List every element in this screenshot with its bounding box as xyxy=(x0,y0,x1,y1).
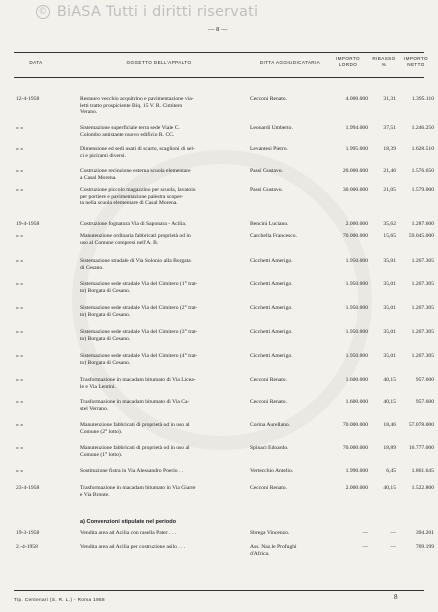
cell-ditta xyxy=(250,485,330,492)
cell-ribasso: 35,01 xyxy=(383,329,396,335)
cell-oggetto xyxy=(80,422,238,435)
text-line: d'Africa. xyxy=(250,550,270,557)
text-line: Cecconi Renato. xyxy=(250,485,287,491)
cell-oggetto xyxy=(80,305,238,318)
cell-ribasso: 40,15 xyxy=(383,485,396,491)
cell-ribasso: 15,65 xyxy=(383,233,396,239)
cell-importo-lordo: 30.000.000 xyxy=(342,187,368,193)
text-line: per portiere e pavimentazione palestra scoper- xyxy=(80,193,184,200)
text-line: Sistemazione sede stradale Via del Cimitero (1° trat- xyxy=(80,281,198,287)
cell-oggetto xyxy=(80,399,238,412)
text-line: Verano. xyxy=(80,109,98,116)
text-line: Sostituzione fistra in Via Alessandro Poerio . . xyxy=(80,468,184,474)
text-line: Cicchetti Amerigo. xyxy=(250,329,293,335)
cell-importo-netto: 1.579.000 xyxy=(411,187,434,193)
header-bottom-rule xyxy=(14,77,424,78)
cell-oggetto xyxy=(80,187,238,207)
text-line: Passi Gustavo. xyxy=(250,187,283,193)
text-line: Colombo antistante nuovo edificio R. CC. xyxy=(80,131,175,138)
header-data: DATA xyxy=(29,60,43,65)
header-importo-line1: IMPORTO xyxy=(335,56,361,61)
cell-ditta xyxy=(250,422,330,429)
cell-ribasso: — xyxy=(390,544,396,550)
cell-oggetto xyxy=(80,125,238,138)
text-line: Costruzione piccolo magazzino per scuola, lavatoio xyxy=(80,187,196,193)
cell-date: » » xyxy=(16,329,23,335)
cell-date: » » xyxy=(16,233,23,239)
watermark-text: BiASA Tutti i diritti riservati xyxy=(56,4,259,20)
cell-importo-netto: 1.246.250 xyxy=(411,125,434,131)
cell-importo-lordo: 20.000.000 xyxy=(342,168,368,174)
text-line: Passi Gustavo. xyxy=(250,168,283,174)
text-line: e Via Bronte. xyxy=(80,491,110,498)
text-line: Comune (2° lotto). xyxy=(80,428,123,435)
cell-date: » » xyxy=(16,422,23,428)
text-line: Restauro vecchio acquitrino e pavimentazione via- xyxy=(80,96,194,102)
cell-oggetto xyxy=(80,530,238,537)
cell-date: » » xyxy=(16,353,23,359)
cell-ribasso: 31,31 xyxy=(383,96,396,102)
text-line: Sistemazione sede stradale Via del Cimitero (3° trat- xyxy=(80,329,198,335)
header-ribasso-line2: % xyxy=(381,62,387,67)
text-line: ta nella scuola elementare di Casal Morena. xyxy=(80,200,178,207)
text-line: Comune (1° lotto). xyxy=(80,451,123,458)
cell-ribasso: 35,62 xyxy=(383,221,396,227)
header-top-rule xyxy=(14,52,424,53)
cell-oggetto xyxy=(80,281,238,294)
text-line: letti tratto prospiciente Biq. 15 V. R. Cimitero xyxy=(80,102,183,109)
cell-ditta xyxy=(250,468,330,475)
header-ribasso xyxy=(372,56,396,68)
cell-oggetto xyxy=(80,468,238,475)
cell-ditta xyxy=(250,258,330,265)
cell-ditta xyxy=(250,377,330,384)
text-line: Sistemazione sede stradale Via del Cimitero (4° trat- xyxy=(80,353,198,359)
cell-ribasso: 18,89 xyxy=(383,445,396,451)
cell-date: » » xyxy=(16,281,23,287)
text-line: Ass. Naz.le Profughi xyxy=(250,544,297,550)
text-line: Cecconi Renato. xyxy=(250,96,287,102)
cell-importo-netto: 1.267.305 xyxy=(411,258,434,264)
cell-ribasso: 21,46 xyxy=(383,168,396,174)
text-line: Costruzione recinzione esterna scuola elementare xyxy=(80,168,191,174)
cell-oggetto xyxy=(80,146,238,159)
printer-footer: Tip. Centenari (S. R. L.) - Roma 1958 xyxy=(14,597,105,602)
footer-rule xyxy=(14,590,424,591)
text-line: Cicchetti Amerigo. xyxy=(250,305,293,311)
cell-ditta xyxy=(250,187,330,194)
page-number: — 8 — xyxy=(208,26,228,33)
text-line: Manutenzione ordinaria fabbricati proprietà od in xyxy=(80,233,191,239)
cell-date: » » xyxy=(16,125,23,131)
cell-ribasso: 18,46 xyxy=(383,422,396,428)
header-ribasso-line1: RIBASSO xyxy=(372,56,396,61)
header-ditta: DITTA AGGIUDICATARIA xyxy=(259,60,321,65)
text-line: Vendita area ad Acilia per costruzione asilo . . . xyxy=(80,544,186,550)
text-line: Cicchetti Amerigo. xyxy=(250,258,293,264)
cell-oggetto xyxy=(80,485,238,498)
cell-ditta xyxy=(250,329,330,336)
text-line: to) Borgata di Cesano. xyxy=(80,287,131,294)
cell-date: » » xyxy=(16,146,23,152)
cell-ribasso: 35,01 xyxy=(383,353,396,359)
cell-importo-lordo: 1.950.000 xyxy=(345,353,368,359)
cell-ribasso: 40,15 xyxy=(383,399,396,405)
cell-ribasso: 35,01 xyxy=(383,258,396,264)
cell-ditta xyxy=(250,305,330,312)
text-line: Spinaci Edoardo. xyxy=(250,445,289,451)
text-line: Leonardi Umberto. xyxy=(250,125,293,131)
header-netto-line1: IMPORTO xyxy=(403,56,429,61)
cell-date: » » xyxy=(16,377,23,383)
cell-importo-netto: 1.628.510 xyxy=(411,146,434,152)
cell-importo-netto: 16.777.000 xyxy=(408,445,434,451)
cell-importo-lordo: 4.000.000 xyxy=(345,96,368,102)
cell-importo-lordo: 70.000.000 xyxy=(342,422,368,428)
cell-importo-netto: 1.861.645 xyxy=(411,468,434,474)
cell-ditta xyxy=(250,125,330,132)
cell-importo-netto: 1.267.305 xyxy=(411,305,434,311)
text-line: Levantesi Pietro. xyxy=(250,146,288,152)
cell-ditta xyxy=(250,96,330,103)
cell-oggetto xyxy=(80,233,238,246)
header-netto-line2: NETTO xyxy=(407,62,425,67)
cell-oggetto xyxy=(80,329,238,342)
cell-ditta xyxy=(250,233,330,240)
cell-ditta xyxy=(250,221,330,228)
cell-importo-lordo: 1.950.000 xyxy=(345,258,368,264)
cell-ditta xyxy=(250,353,330,360)
cell-importo-lordo: 1.600.000 xyxy=(345,399,368,405)
text-line: Carchella Francesco. xyxy=(250,233,297,239)
cell-importo-netto: 1.287.600 xyxy=(411,221,434,227)
cell-ribasso: 18,39 xyxy=(383,146,396,152)
text-line: a Casal Morena. xyxy=(80,174,117,181)
text-line: le e Via Lentini. xyxy=(80,383,116,390)
cell-date: » » xyxy=(16,468,23,474)
cell-oggetto xyxy=(80,168,238,181)
cell-importo-lordo: — xyxy=(362,530,368,536)
cell-importo-netto: 59.045.000 xyxy=(408,233,434,239)
cell-date: 12-4-1958 xyxy=(16,96,40,102)
copyright-icon: © xyxy=(36,5,50,19)
cell-date: 23-4-1958 xyxy=(16,485,40,491)
cell-date: » » xyxy=(16,399,23,405)
text-line: Cecconi Renato. xyxy=(250,377,287,383)
cell-date: » » xyxy=(16,168,23,174)
cell-date: 2.-4-1958 xyxy=(16,544,38,550)
cell-importo-lordo: 1.950.000 xyxy=(345,305,368,311)
cell-date: » » xyxy=(16,305,23,311)
cell-date: 19-4-1958 xyxy=(16,221,40,227)
text-line: Trasformazione in macadam bitumato in Via Giarre xyxy=(80,485,196,491)
cell-importo-netto: 1.576.650 xyxy=(411,168,434,174)
text-line: Manutenzione fabbricati di proprietà od in uso al xyxy=(80,445,190,451)
header-importo xyxy=(328,56,368,68)
text-line: Trasformazione in macadam bitumato di Via Licea- xyxy=(80,377,196,383)
text-line: uso al Comune compresi nell'A. B. xyxy=(80,239,159,246)
cell-date: 19-3-1958 xyxy=(16,530,40,536)
cell-importo-netto: 1.522.800 xyxy=(411,485,434,491)
text-line: Sistemazione sede stradale Via del Cimitero (2° trat- xyxy=(80,305,198,311)
cell-importo-netto: 394.201 xyxy=(415,530,434,536)
cell-ditta xyxy=(250,544,330,557)
text-line: Cicchetti Amerigo. xyxy=(250,281,293,287)
cell-oggetto xyxy=(80,221,238,228)
text-line: di Cesano. xyxy=(80,264,104,271)
cell-importo-lordo: 1.600.000 xyxy=(345,377,368,383)
cell-importo-lordo: 1.990.000 xyxy=(345,468,368,474)
cell-importo-netto: 709.199 xyxy=(415,544,434,550)
cell-date: » » xyxy=(16,445,23,451)
cell-ribasso: 37,51 xyxy=(383,125,396,131)
header-netto xyxy=(398,56,434,68)
cell-ditta xyxy=(250,530,330,537)
cell-ditta xyxy=(250,445,330,452)
cell-oggetto xyxy=(80,377,238,390)
cell-ribasso: 35,01 xyxy=(383,305,396,311)
text-line: Bencini Luciano. xyxy=(250,221,289,227)
text-line: to) Borgata di Cesano. xyxy=(80,359,131,366)
cell-importo-lordo: 70.000.000 xyxy=(342,445,368,451)
text-line: Dimensione ed sedi usati di scarto, scaglioni di sel- xyxy=(80,146,195,152)
cell-importo-lordo: 1.994.000 xyxy=(345,125,368,131)
cell-importo-netto: 957.600 xyxy=(415,377,434,383)
text-line: ci e picirami diversi. xyxy=(80,152,126,159)
text-line: Sistemazione stradale di Via Solonio alla Borgata xyxy=(80,258,191,264)
text-line: Vertecchio Antelio. xyxy=(250,468,294,474)
cell-oggetto xyxy=(80,544,238,551)
cell-oggetto xyxy=(80,445,238,458)
text-line: Manutenzione fabbricati di proprietà od in uso al xyxy=(80,422,190,428)
cell-ditta xyxy=(250,146,330,153)
text-line: Sbrega Vincenzo. xyxy=(250,530,290,536)
page-mark: 8 xyxy=(394,593,398,601)
text-line: to) Borgata di Cesano. xyxy=(80,335,131,342)
text-line: Vendita area ad Acilia con rasella Pater . . . xyxy=(80,530,176,536)
watermark xyxy=(36,4,258,20)
cell-oggetto xyxy=(80,353,238,366)
cell-oggetto xyxy=(80,258,238,271)
text-line: Trasformazione in macadam bitumato di Via Ca- xyxy=(80,399,190,405)
cell-ribasso: 35,01 xyxy=(383,281,396,287)
cell-importo-netto: 1.267.305 xyxy=(411,353,434,359)
text-line: Sistemazione superficiale terra sede Viale C. xyxy=(80,125,180,131)
cell-importo-netto: 957.600 xyxy=(415,399,434,405)
header-oggetto: OGGETTO DELL'APPALTO xyxy=(126,60,192,65)
cell-importo-netto: 1.395.110 xyxy=(411,96,434,102)
text-line: to) Borgata di Cesano. xyxy=(80,311,131,318)
text-line: stel Verrano. xyxy=(80,405,109,412)
cell-ditta xyxy=(250,168,330,175)
section-title: a) Convenzioni stipulate nel periodo xyxy=(80,519,177,525)
cell-oggetto xyxy=(80,96,238,116)
header-importo-line2: LORDO xyxy=(338,62,358,67)
text-line: Corina Aurellano. xyxy=(250,422,291,428)
cell-importo-netto: 1.267.305 xyxy=(411,281,434,287)
cell-importo-lordo: 1.995.000 xyxy=(345,146,368,152)
cell-ditta xyxy=(250,281,330,288)
cell-importo-lordo: 1.950.000 xyxy=(345,329,368,335)
cell-date: » » xyxy=(16,187,23,193)
cell-ditta xyxy=(250,399,330,406)
cell-importo-lordo: 2.000.000 xyxy=(345,221,368,227)
cell-importo-netto: 1.267.305 xyxy=(411,329,434,335)
cell-importo-netto: 57.078.000 xyxy=(408,422,434,428)
cell-importo-lordo: — xyxy=(362,544,368,550)
text-line: Costruzione fognatura Via di Saponara - Acilia. xyxy=(80,221,187,227)
cell-ribasso: — xyxy=(390,530,396,536)
cell-importo-lordo: 1.950.000 xyxy=(345,281,368,287)
cell-importo-lordo: 2.000.000 xyxy=(345,485,368,491)
text-line: Cicchetti Amerigo. xyxy=(250,353,293,359)
cell-importo-lordo: 70.000.000 xyxy=(342,233,368,239)
text-line: Cecconi Renato. xyxy=(250,399,287,405)
cell-date: » » xyxy=(16,258,23,264)
cell-ribasso: 6,45 xyxy=(386,468,396,474)
cell-ribasso: 40,15 xyxy=(383,377,396,383)
cell-ribasso: 21,05 xyxy=(383,187,396,193)
